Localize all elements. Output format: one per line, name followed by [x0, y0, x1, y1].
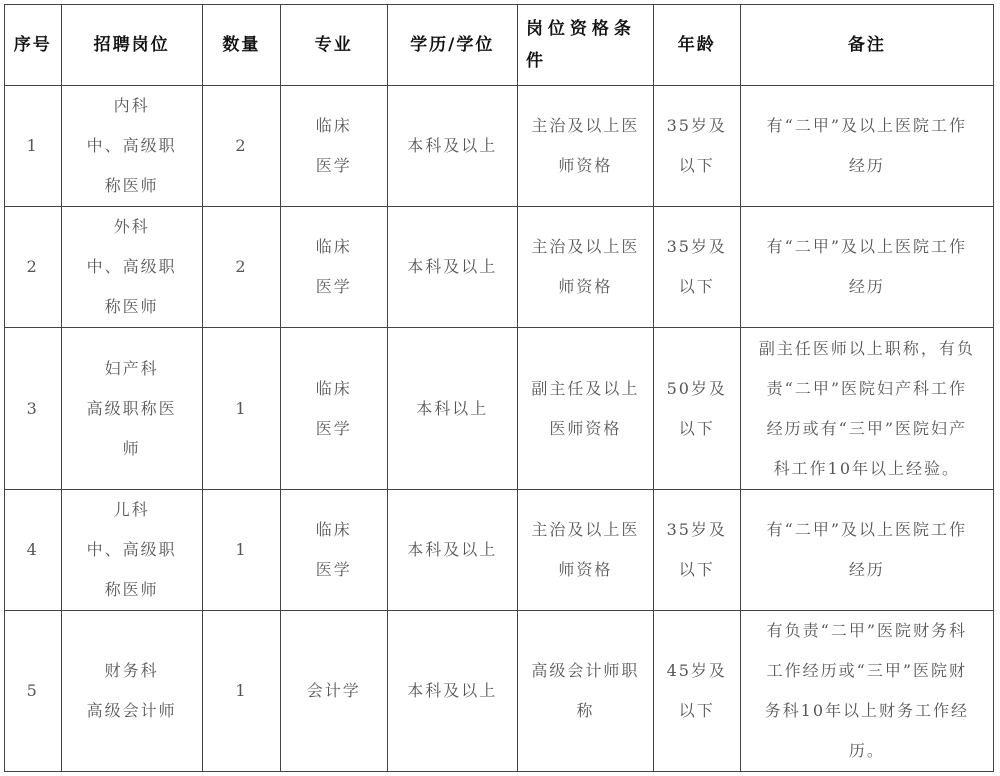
header-position: 招聘岗位 [61, 5, 202, 86]
cell-age: 45岁及 以下 [653, 611, 740, 772]
cell-qualification: 高级会计师职 称 [517, 611, 653, 772]
table-row [5, 328, 994, 490]
cell-count: 2 [202, 207, 280, 328]
cell-age: 35岁及 以下 [653, 490, 740, 611]
cell-serial-no: 5 [5, 611, 62, 772]
header-serial-no: 序号 [5, 5, 62, 86]
header-count: 数量 [202, 5, 280, 86]
cell-education: 本科以上 [387, 328, 517, 490]
cell-position: 外科 中、高级职 称医师 [61, 207, 202, 328]
table-row [5, 86, 994, 207]
cell-count: 1 [202, 328, 280, 490]
header-remark: 备注 [740, 5, 993, 86]
recruitment-table [4, 4, 994, 772]
cell-education: 本科及以上 [387, 611, 517, 772]
cell-age: 50岁及 以下 [653, 328, 740, 490]
cell-serial-no: 2 [5, 207, 62, 328]
cell-education: 本科及以上 [387, 86, 517, 207]
cell-major: 临床 医学 [281, 328, 388, 490]
recruitment-table-container [4, 4, 994, 772]
header-education: 学历/学位 [387, 5, 517, 86]
table-row [5, 490, 994, 611]
cell-remark: 有“二甲”及以上医院工作 经历 [740, 86, 993, 207]
cell-remark: 副主任医师以上职称，有负 责“二甲”医院妇产科工作 经历或有“三甲”医院妇产 科工作10年以上经验。 [740, 328, 993, 490]
table-row [5, 611, 994, 772]
cell-age: 35岁及 以下 [653, 86, 740, 207]
cell-major: 临床 医学 [281, 490, 388, 611]
cell-education: 本科及以上 [387, 490, 517, 611]
table-header-row [5, 5, 994, 86]
cell-major: 会计学 [281, 611, 388, 772]
header-major: 专业 [281, 5, 388, 86]
cell-position: 内科 中、高级职 称医师 [61, 86, 202, 207]
cell-position: 财务科 高级会计师 [61, 611, 202, 772]
cell-age: 35岁及 以下 [653, 207, 740, 328]
header-qualification: 岗位资格条件 [517, 5, 653, 86]
header-age: 年龄 [653, 5, 740, 86]
cell-remark: 有“二甲”及以上医院工作 经历 [740, 490, 993, 611]
cell-major: 临床 医学 [281, 86, 388, 207]
cell-education: 本科及以上 [387, 207, 517, 328]
cell-count: 1 [202, 490, 280, 611]
cell-count: 2 [202, 86, 280, 207]
cell-qualification: 主治及以上医 师资格 [517, 490, 653, 611]
cell-serial-no: 4 [5, 490, 62, 611]
table-row [5, 207, 994, 328]
cell-remark: 有“二甲”及以上医院工作 经历 [740, 207, 993, 328]
cell-count: 1 [202, 611, 280, 772]
cell-major: 临床 医学 [281, 207, 388, 328]
cell-qualification: 主治及以上医 师资格 [517, 207, 653, 328]
cell-position: 儿科 中、高级职 称医师 [61, 490, 202, 611]
cell-serial-no: 3 [5, 328, 62, 490]
cell-position: 妇产科 高级职称医 师 [61, 328, 202, 490]
cell-qualification: 副主任及以上 医师资格 [517, 328, 653, 490]
cell-qualification: 主治及以上医 师资格 [517, 86, 653, 207]
cell-serial-no: 1 [5, 86, 62, 207]
cell-remark: 有负责“二甲”医院财务科 工作经历或“三甲”医院财 务科10年以上财务工作经 历。 [740, 611, 993, 772]
